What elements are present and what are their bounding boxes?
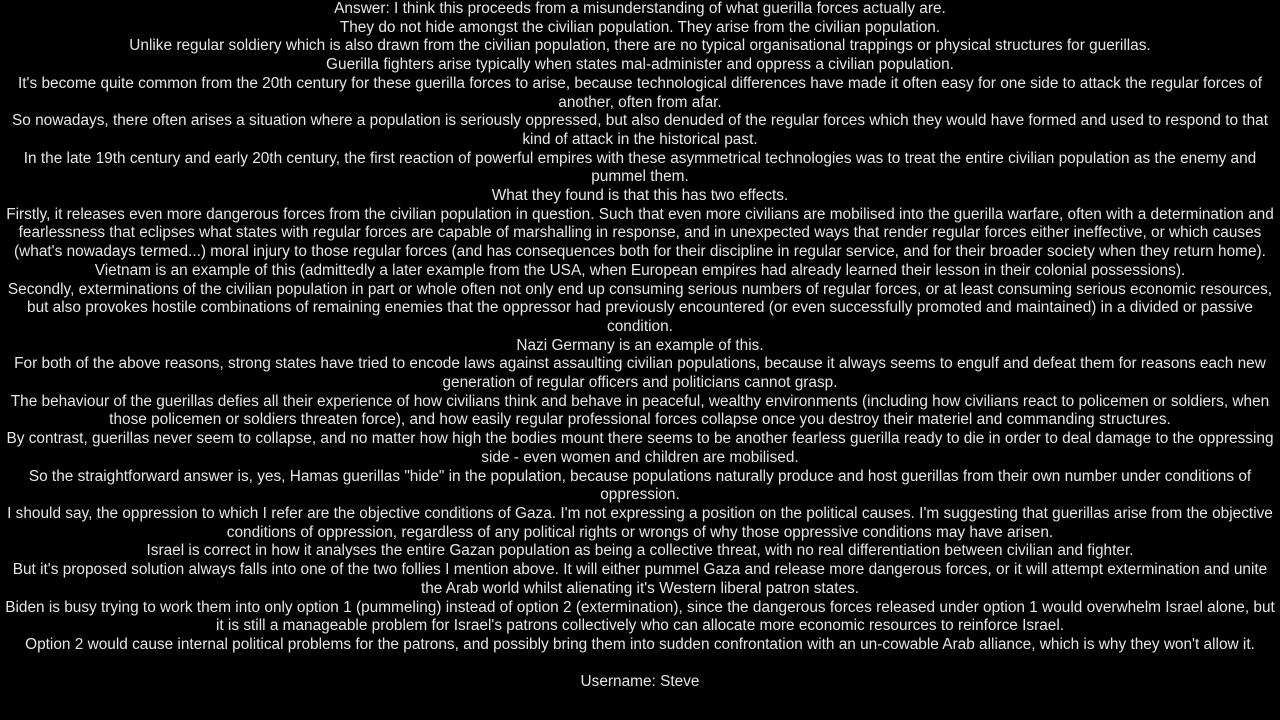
paragraph-2: They do not hide amongst the civilian population. They arise from the civilian population. bbox=[339, 18, 941, 36]
paragraph-11: Secondly, exterminations of the civilian population in part or whole often not only end up consuming serious numbers of regular forces, or at least consuming serious economic resources, but also provokes hostile combinations of remaining enemies that the oppressor had previously encountered (or even successfully promoted and maintained) in a divided or passive condition. bbox=[7, 280, 1273, 335]
paragraph-10: Vietnam is an example of this (admittedly a later example from the USA, when European empires had already learned their lesson in their colonial possessions). bbox=[94, 261, 1186, 279]
paragraph-5: It's become quite common from the 20th century for these guerilla forces to arise, because technological differences have made it often easy for one side to attack the regular forces of another, often from afar. bbox=[18, 74, 1262, 111]
blank-line bbox=[0, 655, 1280, 674]
paragraph-9: Firstly, it releases even more dangerous forces from the civilian population in question. Such that even more civilians are mobilised into the guerilla warfare, often with a determination and fearlessness that eclipses what states with regular forces are capable of marshalling in response, and in unexpected ways that render regular forces either ineffective, or which causes (what's nowadays termed...) moral injury to those regular forces (and has consequences both for their discipline in regular service, and for their broader society when they return home). bbox=[6, 205, 1274, 261]
paragraph-13: For both of the above reasons, strong states have tried to encode laws against assaulting civilian populations, because it always seems to engulf and defeat them for reasons each new generation of regular officers and politicians cannot grasp. bbox=[14, 355, 1266, 392]
paragraph-20: Biden is busy trying to work them into only option 1 (pummeling) instead of option 2 (extermination), since the dangerous forces released under option 1 would overwhelm Israel alone, but it is still a manageable problem for Israel's patrons collectively who can allocate more economic resources to reinforce Israel. bbox=[5, 598, 1275, 635]
paragraph-3: Unlike regular soldiery which is also drawn from the civilian population, there are no typical organisational trappings or physical structures for guerillas. bbox=[129, 37, 1151, 55]
paragraph-18: Israel is correct in how it analyses the entire Gazan population as being a collective threat, with no real differentiation between civilian and fighter. bbox=[146, 542, 1134, 560]
paragraph-4: Guerilla fighters arise typically when states mal-administer and oppress a civilian population. bbox=[326, 56, 954, 74]
paragraph-17: I should say, the oppression to which I refer are the objective conditions of Gaza. I'm not expressing a position on the political causes. I'm suggesting that guerillas arise from the objective conditions of oppression, regardless of any political rights or wrongs of why those oppressive conditions may have arisen. bbox=[7, 504, 1273, 541]
paragraph-15: By contrast, guerillas never seem to collapse, and no matter how high the bodies mount there seems to be another fearless guerilla ready to die in order to deal damage to the oppressing side - even women and children are mobilised. bbox=[6, 430, 1274, 466]
paragraph-12: Nazi Germany is an example of this. bbox=[516, 336, 764, 354]
username-line: Username: Steve bbox=[580, 673, 700, 691]
paragraph-6: So nowadays, there often arises a situation where a population is seriously oppressed, but also denuded of the regular forces which they would have formed and used to respond to that kind of attack in the historical past. bbox=[12, 112, 1268, 148]
paragraph-8: What they found is that this has two effects. bbox=[491, 187, 789, 205]
paragraph-7: In the late 19th century and early 20th century, the first reaction of powerful empires with these asymmetrical technologies was to treat the entire civilian population as the enemy and pummel them. bbox=[23, 149, 1257, 186]
paragraph-16: So the straightforward answer is, yes, Hamas guerillas "hide" in the population, because populations naturally produce and host guerillas from their own number under conditions of oppression. bbox=[28, 467, 1252, 504]
paragraph-19: But it's proposed solution always falls into one of the two follies I mention above. It will either pummel Gaza and release more dangerous forces, or it will attempt extermination and unite the Arab world whilst alienating it's Western liberal patron states. bbox=[12, 561, 1268, 597]
paragraph-21: Option 2 would cause internal political problems for the patrons, and possibly bring them into sudden confrontation with an un-cowable Arab alliance, which is why they won't allow it. bbox=[25, 635, 1255, 653]
paragraph-1: Answer: I think this proceeds from a misunderstanding of what guerilla forces actually are. bbox=[334, 0, 946, 17]
paragraph-14: The behaviour of the guerillas defies all their experience of how civilians think and behave in peaceful, wealthy environments (including how civilians react to policemen or soldiers, when those policemen or soldiers threaten force), and how easily regular professional forces collapse once you destroy their materiel and commanding structures. bbox=[10, 392, 1270, 429]
